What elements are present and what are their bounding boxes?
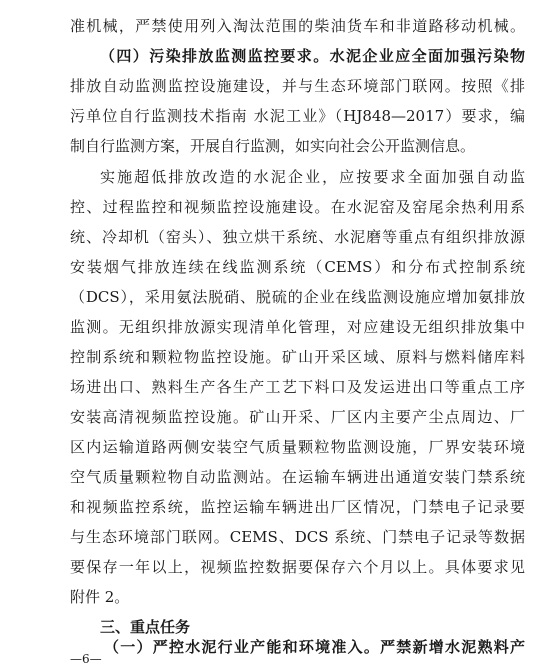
- body-line: 排放自动监测监控设施建设，并与生态环境部门联网。按照《排: [70, 77, 525, 95]
- page-number: —6—: [70, 652, 102, 666]
- body-line: （DCS），采用氨法脱硝、脱硫的企业在线监测设施应增加氨排放: [70, 288, 525, 306]
- body-line: 附件 2。: [70, 588, 130, 606]
- body-line: 控、过程监控和视频监控设施建设。在水泥窑及窑尾余热利用系: [70, 198, 525, 216]
- paragraph-first-line: 实施超低排放改造的水泥企业，应按要求全面加强自动监: [100, 168, 525, 186]
- body-line: 统、冷却机（窑头）、独立烘干系统、水泥磨等重点有组织排放源: [70, 228, 525, 246]
- section-lead-line: [100, 46, 525, 66]
- body-line: 制自行监测方案，开展自行监测，如实向社会公开监测信息。: [70, 137, 476, 155]
- body-line: 区内运输道路两侧安装空气质量颗粒物监测设施，厂界安装环境: [70, 438, 525, 456]
- body-line: 和视频监控系统，监控运输车辆进出厂区情况，门禁电子记录要: [70, 498, 525, 516]
- body-line: 安装烟气排放连续在线监测系统（CEMS）和分布式控制系统: [70, 258, 525, 276]
- section-heading: 三、重点任务: [100, 618, 191, 636]
- subsection-heading-line: [104, 637, 525, 657]
- body-line: 污单位自行监测技术指南 水泥工业》（HJ848—2017）要求，编: [70, 107, 525, 125]
- body-line: 要保存一年以上，视频监控数据要保存六个月以上。具体要求见: [70, 558, 525, 576]
- body-line: 与生态环境部门联网。CEMS、DCS 系统、门禁电子记录等数据: [70, 528, 525, 546]
- body-line: 控制系统和颗粒物监控设施。矿山开采区域、原料与燃料储库料: [70, 348, 525, 366]
- body-line: 空气质量颗粒物自动监测站。在运输车辆进出通道安装门禁系统: [70, 468, 525, 486]
- subsection-heading-line: （四）污染排放监测监控要求。水泥企业应全面加强污染物: [100, 47, 525, 65]
- body-line: 准机械，严禁使用列入淘汰范围的柴油货车和非道路移动机械。: [70, 17, 525, 35]
- body-line: 监测。无组织排放源实现清单化管理，对应建设无组织排放集中: [70, 318, 525, 336]
- body-line: 安装高清视频监控设施。矿山开采、厂区内主要产尘点周边、厂: [70, 408, 525, 426]
- subsection-heading-text: （一）严控水泥行业产能和环境准入。严禁新增水泥熟料产: [104, 638, 525, 656]
- body-line: 场进出口、熟料生产各生产工艺下料口及发运进出口等重点工序: [70, 378, 525, 396]
